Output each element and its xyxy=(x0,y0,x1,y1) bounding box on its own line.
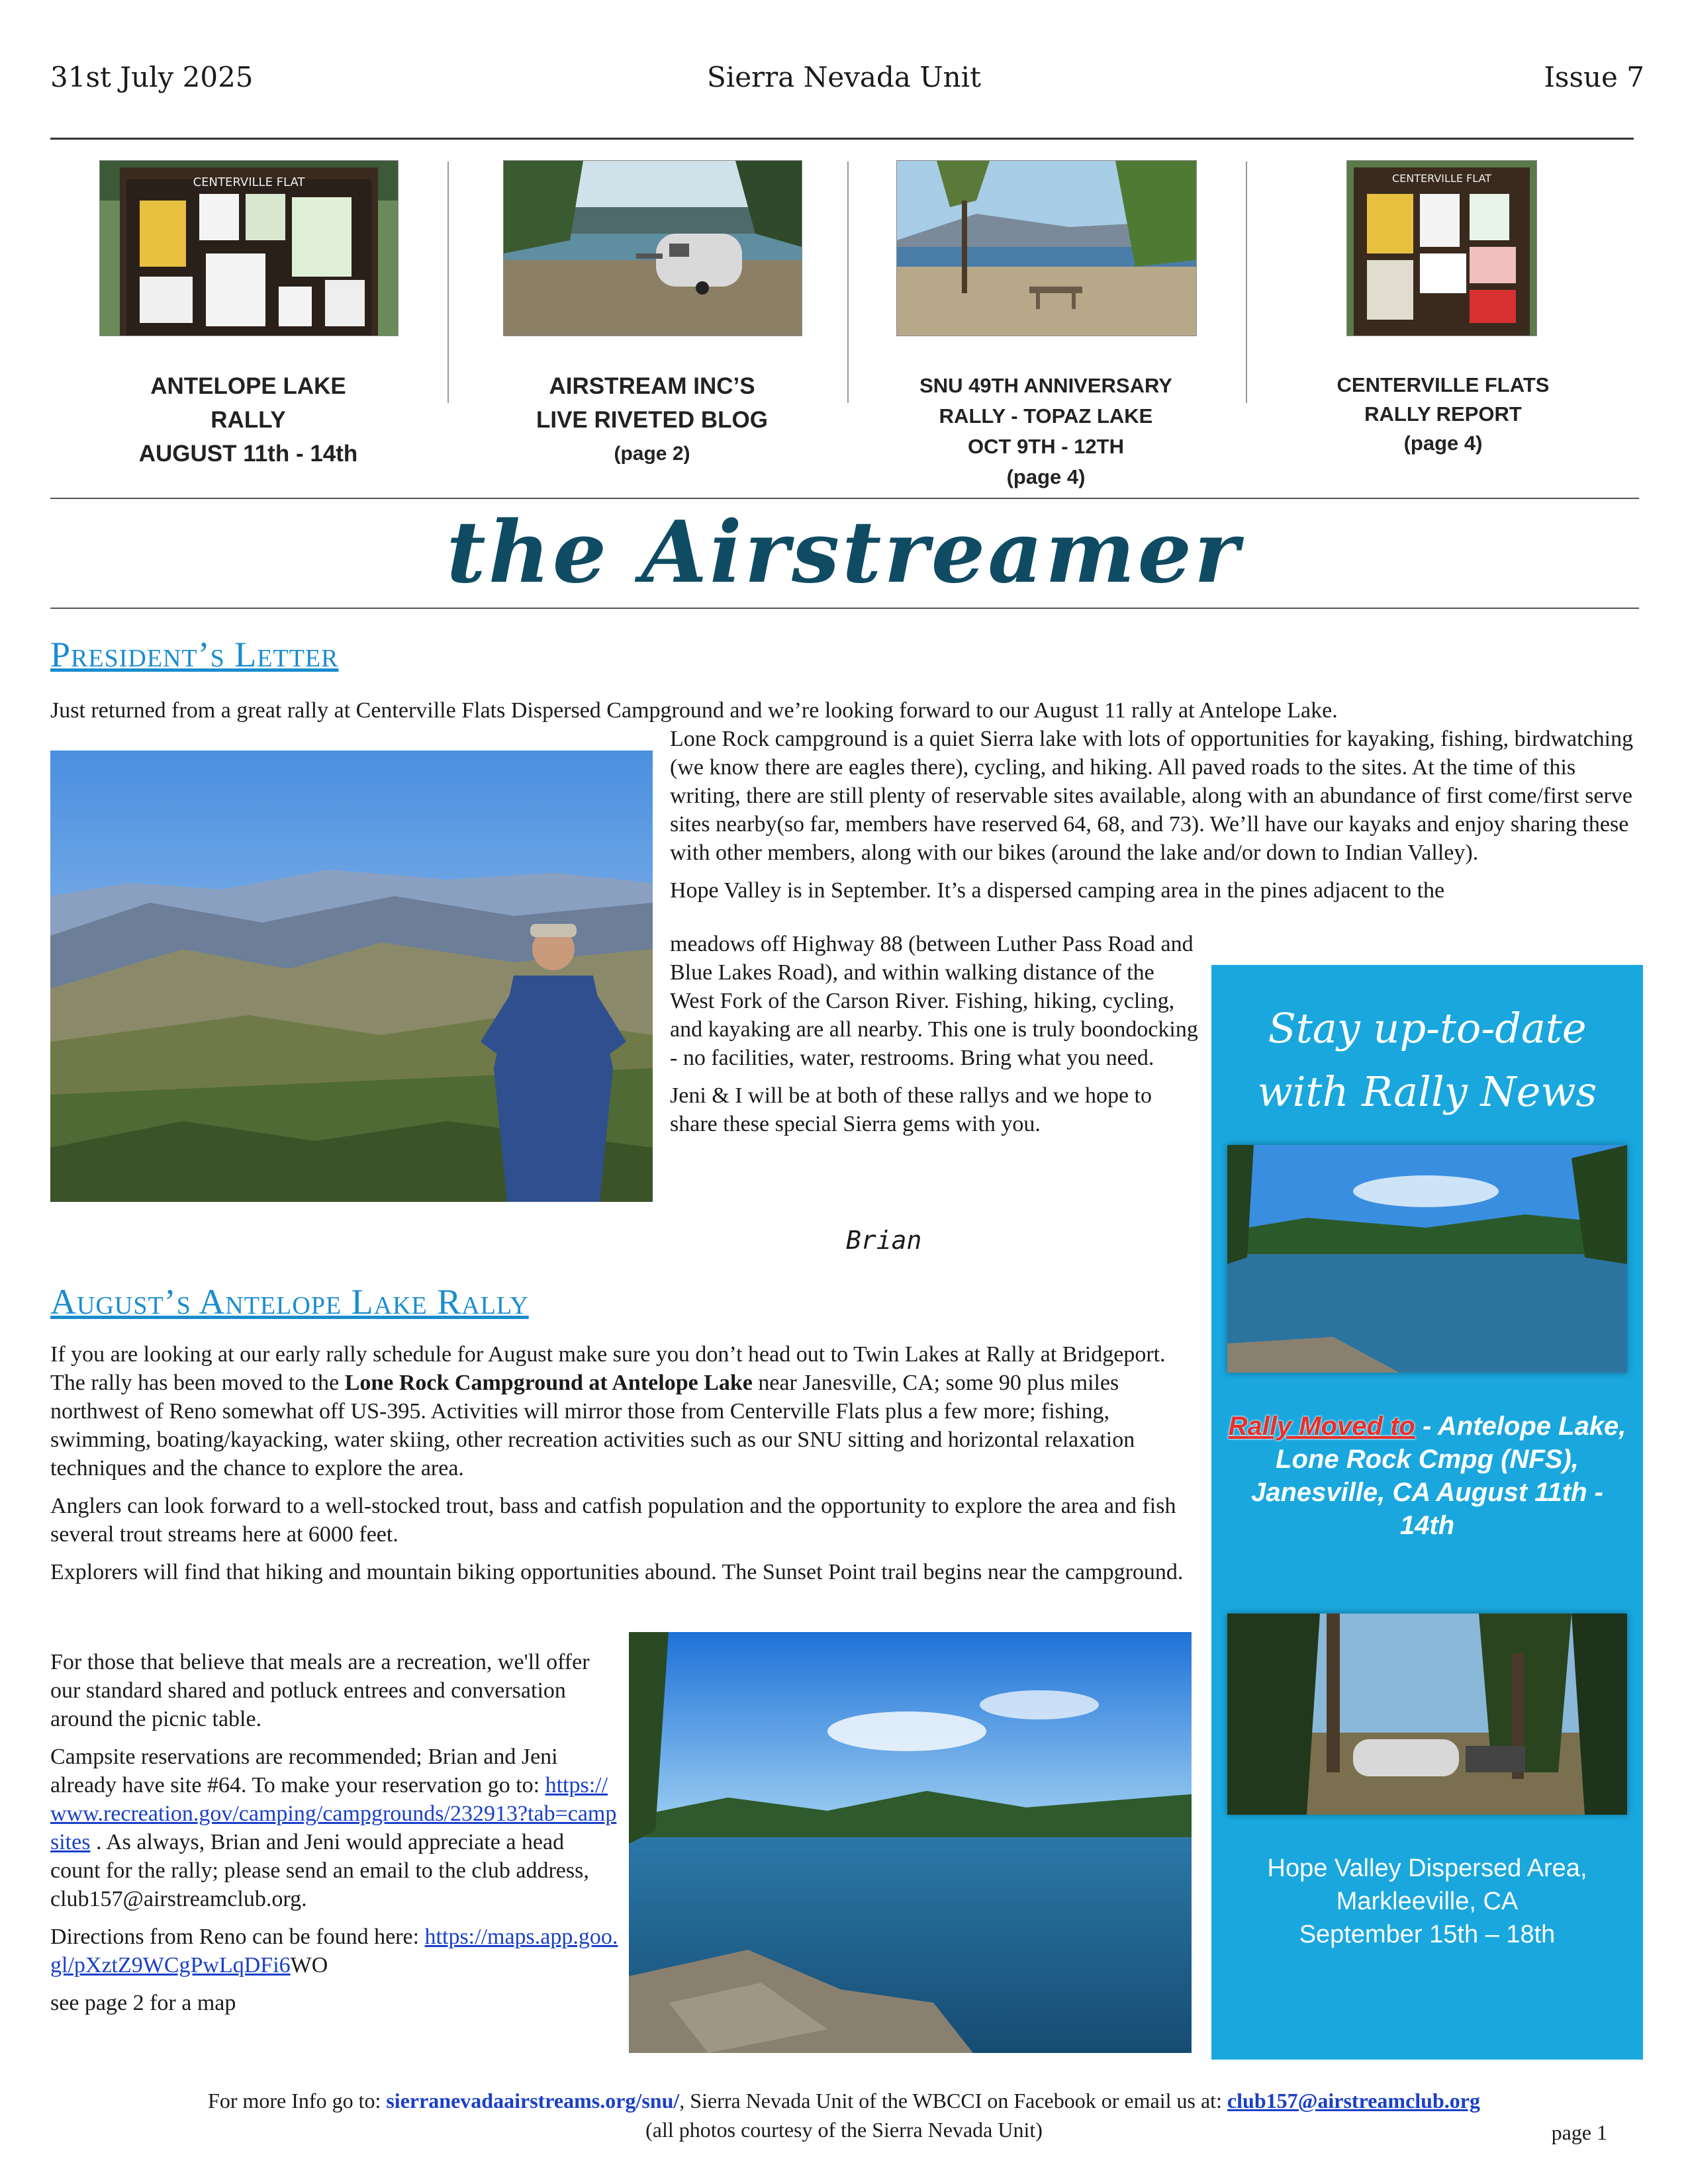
teaser-line: AUGUST 11th - 14th xyxy=(138,441,358,467)
teaser-line: RALLY xyxy=(211,407,286,433)
teaser-antelope[interactable] xyxy=(93,369,404,471)
recreation-gov-link[interactable]: https://www.recreation.gov/camping/campgrounds/232913?tab=campsites xyxy=(50,1773,617,1854)
teaser-centerville[interactable] xyxy=(1278,371,1609,458)
teaser-line: RALLY REPORT xyxy=(1364,402,1522,426)
presidents-letter-heading[interactable]: President’s Letter xyxy=(50,635,339,674)
teaser-topaz[interactable] xyxy=(874,371,1218,492)
teaser-line: (page 4) xyxy=(1403,432,1483,455)
footer-info: For more Info go to: sierranevadaairstreams.org/snu/, Sierra Nevada Unit of the WBCCI on Facebook or email us at: club157@airstreamclub.org xyxy=(208,2089,1480,2113)
teaser-line: ANTELOPE LAKE xyxy=(150,373,346,399)
president-body-right xyxy=(670,725,1636,914)
photo-credit: (all photos courtesy of the Sierra Nevada Unit) xyxy=(645,2118,1043,2142)
teaser-line: (page 2) xyxy=(614,443,690,465)
hope-valley-line: Hope Valley Dispersed Area, xyxy=(1267,1854,1587,1882)
rally-body-narrow xyxy=(50,1648,620,2026)
masthead-top-rule xyxy=(50,498,1639,499)
lone-rock-bold: Lone Rock Campground at Antelope Lake xyxy=(344,1371,753,1395)
rally-para-4: For those that believe that meals are a recreation, we'll offer our standard shared and potluck entrees and conversation around the picnic table. xyxy=(50,1650,590,1731)
page-number: page 1 xyxy=(1551,2120,1607,2144)
teaser-line: OCT 9TH - 12TH xyxy=(968,435,1124,458)
president-para-3: Jeni & I will be at both of these rallys and we hope to share these special Sierra gems with you. xyxy=(670,1083,1152,1136)
teaser-line: CENTERVILLE FLATS xyxy=(1336,373,1550,396)
teaser-line: LIVE RIVETED BLOG xyxy=(536,407,769,433)
teaser-line: AIRSTREAM INC’S xyxy=(549,373,755,399)
president-signature: Brian xyxy=(846,1226,922,1255)
snu-website-link[interactable]: sierranevadaairstreams.org/snu/ xyxy=(386,2089,680,2113)
masthead-title: the Airstreamer xyxy=(446,503,1242,602)
header-divider xyxy=(50,138,1634,140)
sidebar-heading-line: with Rally News xyxy=(1257,1068,1597,1116)
rally-para-5: Campsite reservations are recommended; Brian and Jeni already have site #64. To make your reservation go to: https://www.recreation.gov/camping/campgrounds/232913?tab=campsites . As always, Brian and Jeni would appreciate a head count for the rally; please send an email to the club address, club157@airstreamclub.org. xyxy=(50,1745,617,1911)
president-para-2a: Hope Valley is in September. It’s a dispersed camping area in the pines adjacent to the xyxy=(670,878,1445,903)
teaser-separator xyxy=(1246,161,1247,403)
centerville-sign-thumbnail xyxy=(99,160,399,336)
president-para-1: Lone Rock campground is a quiet Sierra lake with lots of opportunities for kayaking, fishing, birdwatching (we know there are eagles there), cycling, and hiking. All paved roads to the sites. At the time of this writing, there are still plenty of reservable sites available, along with an abundance of first come/first serve sites nearby(so far, members have reserved 64, 68, and 73). We’ll have our kayaks and enjoy sharing these with other members, along with our bikes (around the lake and/or down to Indian Valley). xyxy=(670,727,1634,865)
centerville-rules-thumbnail xyxy=(1346,160,1537,336)
rally-para-7: see page 2 for a map xyxy=(50,1991,236,2015)
sidebar-lake-photo xyxy=(1227,1145,1627,1373)
sidebar-hope-valley-photo xyxy=(1227,1614,1627,1815)
rally-para-2: Anglers can look forward to a well-stocked trout, bass and catfish population and the opportunity to explore the area and fish several trout streams here at 6000 feet. xyxy=(50,1494,1176,1547)
sidebar-heading xyxy=(1211,997,1643,1124)
issue-date: 31st July 2025 xyxy=(50,61,254,93)
club-email-link[interactable]: club157@airstreamclub.org xyxy=(1227,2089,1480,2113)
president-intro: Just returned from a great rally at Centerville Flats Dispersed Campground and we’re looking forward to our August 11 rally at Antelope Lake. xyxy=(50,698,1338,723)
teaser-blog[interactable] xyxy=(493,369,811,471)
antelope-lake-photo xyxy=(629,1632,1192,2053)
rally-moved-text: - Antelope Lake, Lone Rock Cmpg (NFS), Janesville, CA August 11th - 14th xyxy=(1251,1412,1626,1540)
teaser-line: (page 4) xyxy=(1006,465,1086,488)
unit-name: Sierra Nevada Unit xyxy=(706,61,981,93)
hope-valley-info xyxy=(1225,1852,1630,1951)
masthead-bottom-rule xyxy=(50,608,1639,609)
airstream-lake-thumbnail xyxy=(503,160,802,336)
hope-valley-line: Markleeville, CA xyxy=(1336,1888,1519,1915)
rally-news-sidebar xyxy=(1211,965,1643,2060)
rally-moved-label: Rally Moved to xyxy=(1228,1412,1415,1441)
rally-para-3: Explorers will find that hiking and mountain biking opportunities abound. The Sunset Point trail begins near the campground. xyxy=(50,1560,1184,1584)
rally-para-6: Directions from Reno can be found here: https://maps.app.goo.gl/pXztZ9WCgPwLqDFi6WO xyxy=(50,1925,618,1978)
teaser-separator xyxy=(447,161,449,403)
directions-link[interactable]: https://maps.app.goo.gl/pXztZ9WCgPwLqDFi6 xyxy=(50,1925,618,1978)
sign-text: CENTERVILLE FLAT xyxy=(1391,172,1492,185)
teaser-line: SNU 49TH ANNIVERSARY xyxy=(919,374,1172,397)
topaz-lake-thumbnail xyxy=(896,160,1197,336)
issue-number: Issue 7 xyxy=(1544,61,1644,93)
president-photo xyxy=(50,751,653,1202)
sidebar-heading-line: Stay up-to-date xyxy=(1268,1004,1587,1052)
rally-moved-notice xyxy=(1225,1410,1630,1542)
rally-para-1: If you are looking at our early rally schedule for August make sure you don’t head out to Twin Lakes at Rally at Bridgeport. The rally has been moved to the Lone Rock Campground at Antelope Lake near Janesville, CA; some 90 plus miles northwest of Reno somewhat off US-395. Activities will mirror those from Centerville Flats plus a few more; fishing, swimming, boating/kayacking, water skiing, other recreation activities such as our SNU sitting and horizontal relaxation techniques and the chance to explore the area. xyxy=(50,1342,1166,1480)
hope-valley-line: September 15th – 18th xyxy=(1299,1921,1556,1948)
president-body-narrow xyxy=(670,930,1198,1148)
teaser-separator xyxy=(847,161,849,403)
sign-text: CENTERVILLE FLAT xyxy=(193,175,305,189)
rally-body-wide xyxy=(50,1340,1202,1596)
teaser-line: RALLY - TOPAZ LAKE xyxy=(939,404,1153,428)
president-para-2b: meadows off Highway 88 (between Luther Pass Road and Blue Lakes Road), and within walking distance of the West Fork of the Carson River. Fishing, hiking, cycling, and kayaking are all nearby. This one is truly boondocking - no facilities, water, restrooms. Bring what you need. xyxy=(670,932,1198,1070)
antelope-rally-heading[interactable]: August’s Antelope Lake Rally xyxy=(50,1282,529,1322)
